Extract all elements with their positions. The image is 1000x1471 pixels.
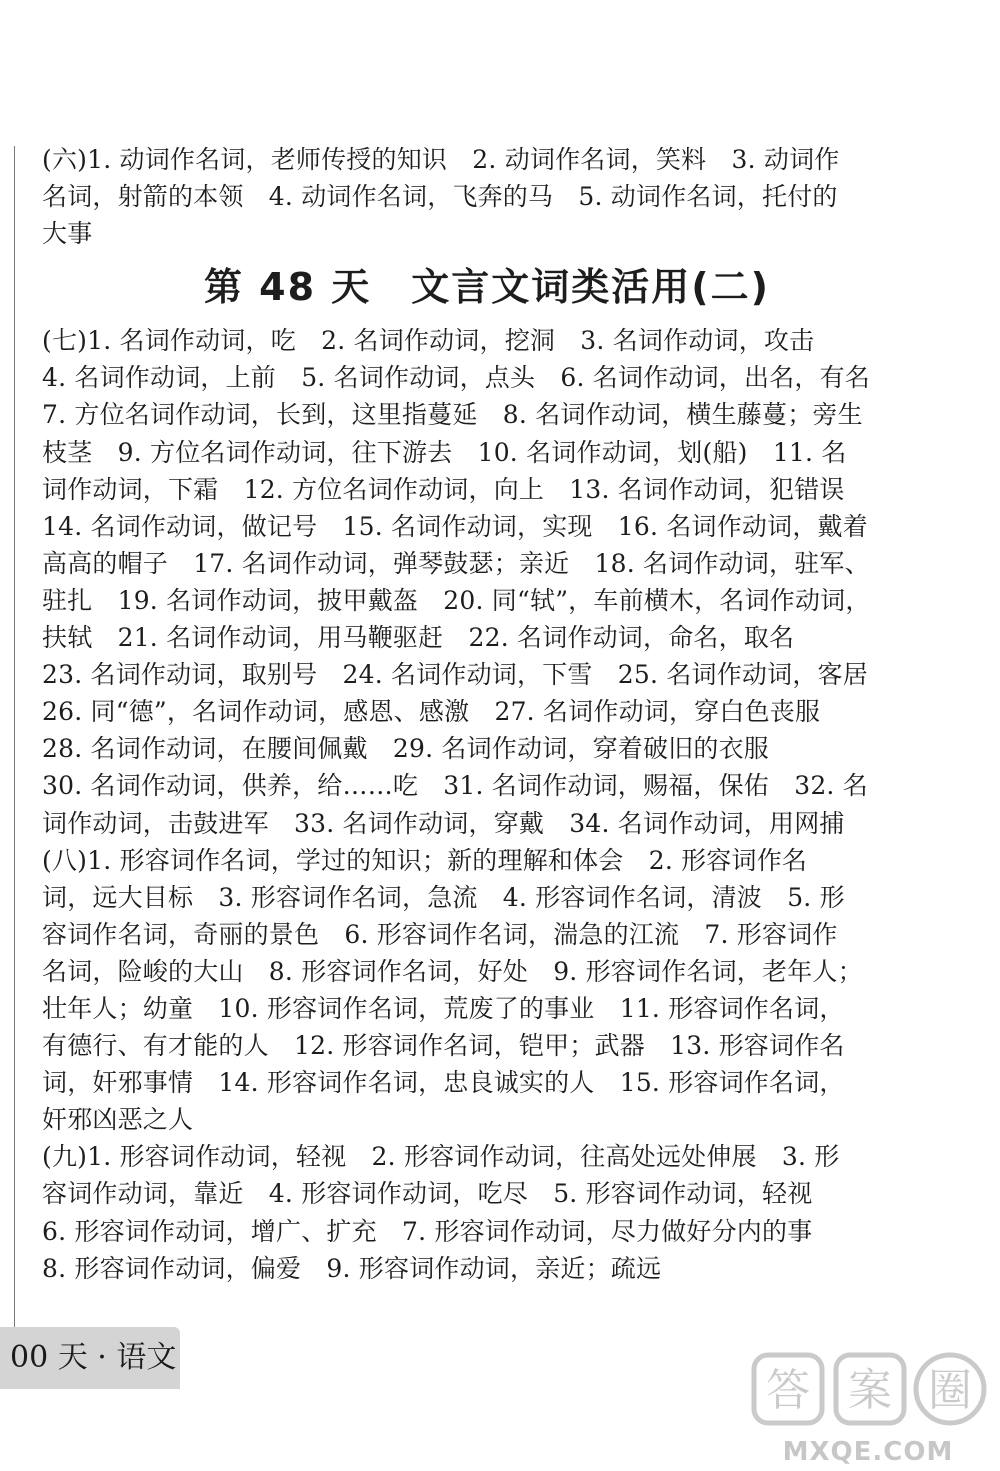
answer-line: 14. 名词作动词，做记号 15. 名词作动词，实现 16. 名词作动词，戴着 [42, 511, 868, 541]
watermark [750, 1347, 990, 1467]
svg-text:答: 答 [766, 1365, 810, 1416]
answer-line: 容词作动词，靠近 4. 形容词作动词，吃尽 5. 形容词作动词，轻视 [42, 1179, 813, 1209]
answer-line: 名词，射箭的本领 4. 动词作名词，飞奔的马 5. 动词作名词，托付的 [42, 182, 838, 212]
watermark-site: MXQE.COM [782, 1437, 954, 1467]
answer-line: 28. 名词作动词，在腰间佩戴 29. 名词作动词，穿着破旧的衣服 [42, 734, 770, 764]
answer-line: 词，远大目标 3. 形容词作名词，急流 4. 形容词作名词，清波 5. 形 [42, 882, 845, 912]
answer-line: 8. 形容词作动词，偏爱 9. 形容词作动词，亲近；疏远 [42, 1253, 662, 1283]
answer-line: 高高的帽子 17. 名词作动词，弹琴鼓瑟；亲近 18. 名词作动词，驻军、 [42, 548, 870, 578]
answer-line: (六)1. 动词作名词，老师传授的知识 2. 动词作名词，笑料 3. 动词作 [42, 145, 840, 174]
answer-line: 4. 名词作动词，上前 5. 名词作动词，点头 6. 名词作动词，出名，有名 [42, 363, 871, 393]
answer-line: 7. 方位名词作动词，长到，这里指蔓延 8. 名词作动词，横生藤蔓；旁生 [42, 400, 863, 430]
section-title: 第 48 天 文言文词类活用(二) [203, 265, 771, 310]
answer-block-day48 [42, 322, 892, 1286]
answer-content [42, 141, 892, 1287]
answer-line: 30. 名词作动词，供养，给……吃 31. 名词作动词，赐福，保佑 32. 名 [42, 771, 868, 801]
answer-line: 名词，险峻的大山 8. 形容词作名词，好处 9. 形容词作名词，老年人； [42, 956, 863, 986]
svg-text:圈: 圈 [928, 1365, 972, 1416]
answer-line: 6. 形容词作动词，增广、扩充 7. 形容词作动词，尽力做好分内的事 [42, 1216, 813, 1246]
answer-line: 壮年人；幼童 10. 形容词作名词，荒废了的事业 11. 形容词作名词， [42, 993, 845, 1023]
svg-text:案: 案 [848, 1365, 892, 1416]
answer-block-previous [42, 141, 892, 252]
answer-line: 奸邪凶恶之人 [42, 1105, 194, 1135]
answer-line: 大事 [42, 219, 93, 249]
answer-line: 枝茎 9. 方位名词作动词，往下游去 10. 名词作动词，划(船) 11. 名 [42, 437, 847, 467]
answer-line: 26. 同“德”，名词作动词，感恩、感激 27. 名词作动词，穿白色丧服 [42, 697, 821, 727]
answer-line: (八)1. 形容词作名词，学过的知识；新的理解和体会 2. 形容词作名 [42, 845, 808, 875]
page-footer-tab [0, 1327, 180, 1389]
answer-line: 驻扎 19. 名词作动词，披甲戴盔 20. 同“轼”，车前横木，名词作动词， [42, 585, 871, 615]
margin-rule [14, 146, 15, 1336]
footer-label: 00 天 · 语文 [10, 1340, 177, 1375]
answer-line: 词，奸邪事情 14. 形容词作名词，忠良诚实的人 15. 形容词作名词， [42, 1068, 845, 1098]
answer-line: 23. 名词作动词，取别号 24. 名词作动词，下雪 25. 名词作动词，客居 [42, 660, 868, 690]
answer-line: (七)1. 名词作动词，吃 2. 名词作动词，挖洞 3. 名词作动词，攻击 [42, 326, 815, 356]
answer-line: 有德行、有才能的人 12. 形容词作名词，铠甲；武器 13. 形容词作名 [42, 1031, 845, 1061]
answer-line: 容词作名词，奇丽的景色 6. 形容词作名词，湍急的江流 7. 形容词作 [42, 919, 838, 949]
answer-line: 词作动词，下霜 12. 方位名词作动词，向上 13. 名词作动词，犯错误 [42, 474, 845, 504]
answer-line: 词作动词，击鼓进军 33. 名词作动词，穿戴 34. 名词作动词，用网捕 [42, 808, 845, 838]
answer-line: 扶轼 21. 名词作动词，用马鞭驱赶 22. 名词作动词，命名，取名 [42, 623, 795, 653]
answer-line: (九)1. 形容词作动词，轻视 2. 形容词作动词，往高处远处伸展 3. 形 [42, 1142, 840, 1172]
watermark-logo-icon [750, 1347, 990, 1431]
